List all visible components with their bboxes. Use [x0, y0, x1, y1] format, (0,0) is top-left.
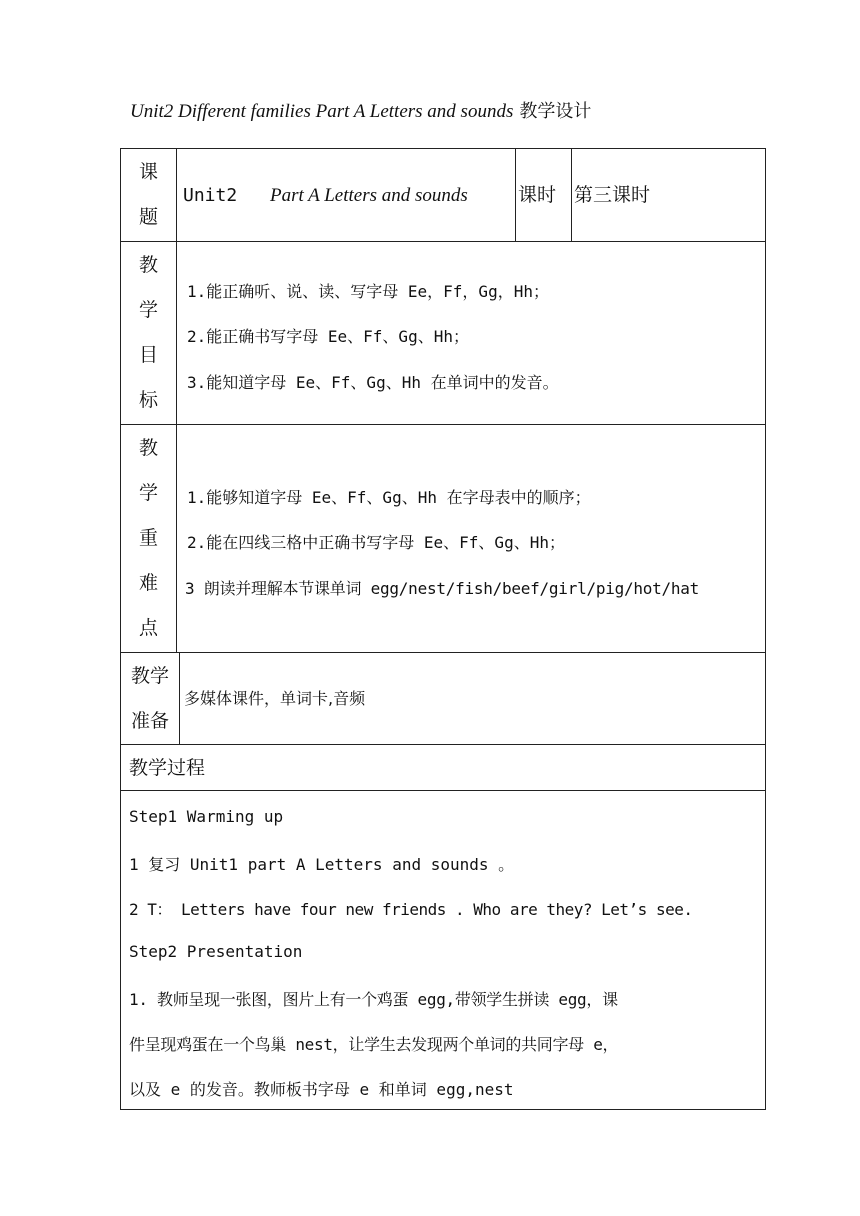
document-title: [130, 97, 770, 123]
key-point-item: 1.能够知道字母 Ee、Ff、Gg、Hh 在字母表中的顺序；: [187, 488, 591, 507]
key-point-item: 3 朗读并理解本节课单词 egg/nest/fish/beef/girl/pig/hot/hat: [185, 579, 700, 598]
objectives-content: [177, 242, 765, 424]
key-points-row: [121, 425, 765, 653]
topic-unit: Unit2: [183, 185, 238, 206]
key-points-content: [177, 425, 765, 652]
process-line: 1 复习 Unit1 part A Letters and sounds 。: [129, 855, 515, 874]
process-header-label: 教学过程: [129, 757, 206, 779]
preparation-value: 多媒体课件，单词卡,音频: [184, 689, 366, 708]
objectives-row: [121, 242, 765, 425]
title-chinese: 教学设计: [519, 101, 592, 122]
topic-part: Part A Letters and sounds: [270, 185, 468, 206]
preparation-label: 教学 准备: [121, 653, 180, 744]
process-line: 1. 教师呈现一张图，图片上有一个鸡蛋 egg,带领学生拼读 egg，课: [129, 990, 618, 1009]
period-label: 课时: [516, 149, 572, 241]
process-line: Step1 Warming up: [129, 807, 284, 826]
process-line: Step2 Presentation: [129, 942, 303, 961]
process-header: [121, 745, 765, 791]
objectives-label: 教 学 目 标: [121, 242, 177, 424]
topic-value: [177, 149, 516, 241]
process-line: 件呈现鸡蛋在一个鸟巢 nest，让学生去发现两个单词的共同字母 e，: [129, 1035, 619, 1054]
lesson-plan-table: [120, 148, 766, 1110]
objective-item: 2.能正确书写字母 Ee、Ff、Gg、Hh；: [187, 327, 469, 346]
title-english: Unit2 Different families Part A Letters and sounds: [130, 101, 514, 122]
topic-row: [121, 149, 765, 242]
objective-item: 3.能知道字母 Ee、Ff、Gg、Hh 在单词中的发音。: [187, 373, 559, 392]
process-body: [121, 791, 765, 1109]
key-points-label: 教 学 重 难 点: [121, 425, 177, 652]
objective-item: 1.能正确听、说、读、写字母 Ee，Ff，Gg，Hh；: [187, 282, 549, 301]
topic-label: 课 题: [121, 149, 177, 241]
preparation-row: [121, 653, 765, 745]
process-line: 以及 e 的发音。教师板书字母 e 和单词 egg,nest: [129, 1080, 514, 1099]
period-value: 第三课时: [574, 184, 651, 206]
key-point-item: 2.能在四线三格中正确书写字母 Ee、Ff、Gg、Hh；: [187, 533, 565, 552]
process-line: 2 T： Letters have four new friends . Who are they? Let’s see.: [129, 900, 693, 919]
